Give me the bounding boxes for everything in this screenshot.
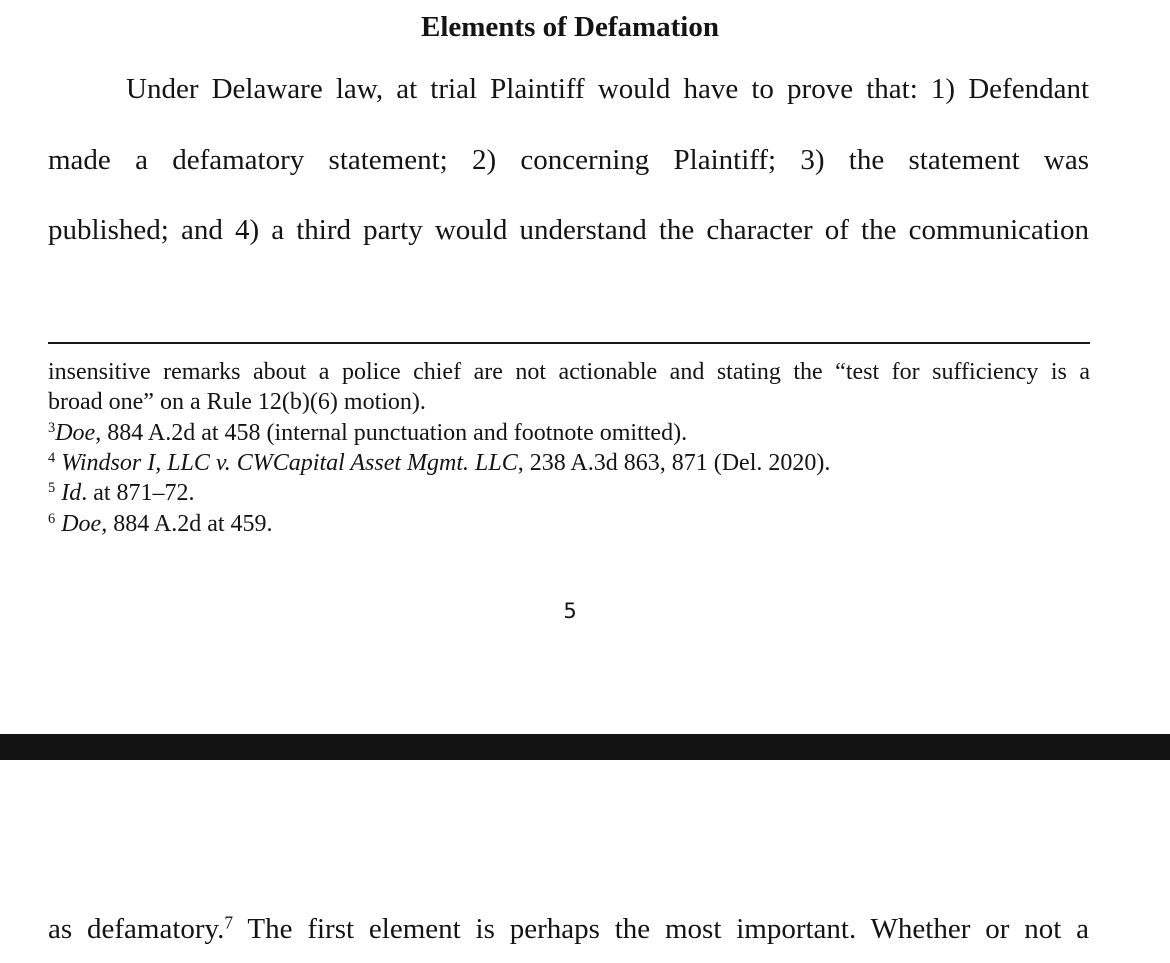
footnote-3-case: Doe — [55, 420, 96, 446]
body-line-2: made a defamatory statement; 2) concerning Plaintiff; 3) the statement was — [48, 144, 1089, 176]
footnote-5-text: . at 871–72. — [81, 480, 195, 506]
footnote-continued-line-1: insensitive remarks about a police chief are not actionable and stating the “test for sufficiency is a — [48, 359, 1090, 385]
page-number: 5 — [563, 599, 577, 623]
footnote-3-marker: 3 — [48, 420, 56, 437]
footnote-6-marker: 6 — [48, 511, 56, 528]
footnote-5 — [48, 478, 1090, 508]
footnote-3-text: , 884 A.2d at 458 (internal punctuation and footnote omitted). — [95, 420, 688, 446]
section-heading: Elements of Defamation — [420, 11, 719, 43]
footnote-4-text: , 238 A.3d 863, 871 (Del. 2020). — [517, 450, 831, 476]
footnote-5-marker: 5 — [48, 480, 56, 497]
footnote-continued-line-2: broad one” on a Rule 12(b)(6) motion). — [48, 389, 426, 415]
footnote-6-text: 884 A.2d at 459. — [107, 511, 273, 537]
body-line-1: Under Delaware law, at trial Plaintiff would have to prove that: 1) Defendant — [126, 73, 1089, 105]
footnote-5-case: Id — [61, 480, 82, 506]
body-line-continued — [48, 911, 1089, 947]
footnote-3 — [48, 418, 1090, 448]
page-break-bar — [0, 734, 1170, 760]
footnote-6 — [48, 509, 1090, 539]
body-line-3: published; and 4) a third party would understand the character of the communication — [48, 214, 1089, 246]
continued-text-start: as defamatory. — [48, 913, 225, 945]
footnote-7-marker: 7 — [224, 912, 234, 933]
footnote-4-case: Windsor I, LLC v. CWCapital Asset Mgmt. LLC — [61, 450, 518, 476]
continued-text-end: The first element is perhaps the most important. Whether or not a — [233, 913, 1089, 945]
document-page-6 — [0, 760, 1170, 963]
footnote-4 — [48, 448, 1090, 478]
footnote-separator — [48, 342, 1090, 344]
footnote-6-case: Doe, — [61, 511, 108, 537]
footnote-4-marker: 4 — [48, 450, 56, 467]
